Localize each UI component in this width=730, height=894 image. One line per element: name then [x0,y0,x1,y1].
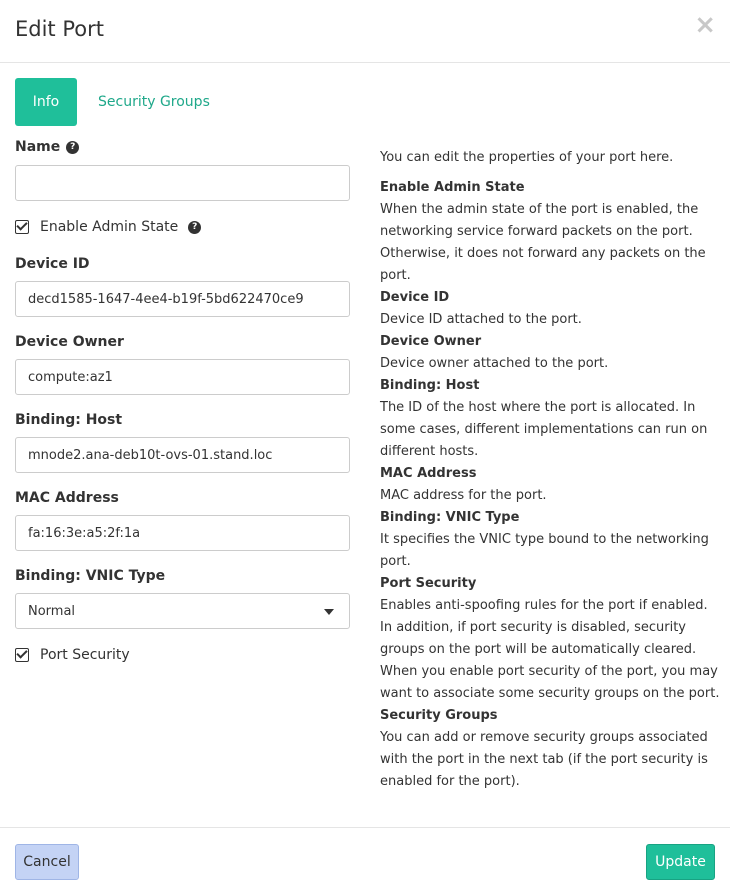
help-heading: Device ID [380,290,450,305]
help-heading: Binding: VNIC Type [380,510,520,525]
help-body: It specifies the VNIC type bound to the networking port. [380,532,709,569]
binding-host-input[interactable]: mnode2.ana-deb10t-ovs-01.stand.loc [15,437,350,473]
device-id-label: Device ID [15,256,90,272]
name-label-text: Name [15,139,61,155]
tab-bar [15,78,231,126]
caret-down-icon [324,609,334,615]
mac-address-label: MAC Address [15,490,119,506]
checkbox-checked-icon[interactable] [15,648,29,662]
modal-title: Edit Port [15,17,104,41]
modal-footer [0,827,730,894]
admin-state-checkbox[interactable] [15,219,201,235]
name-input[interactable] [15,165,350,201]
vnic-type-label: Binding: VNIC Type [15,568,166,584]
close-icon[interactable]: × [694,10,716,40]
device-owner-label: Device Owner [15,334,124,350]
help-heading: Binding: Host [380,378,480,393]
help-body: Device ID attached to the port. [380,312,582,327]
help-body: Enables anti-spoofing rules for the port if enabled. In addition, if port security is disabled, security groups on the port will be automatically cleared. When you enable port security of the port, you may want to associate some security groups on the port. [380,598,720,701]
update-button[interactable]: Update [646,844,715,880]
device-owner-input[interactable]: compute:az1 [15,359,350,395]
help-body: MAC address for the port. [380,488,547,503]
help-heading: Enable Admin State [380,180,525,195]
help-intro: You can edit the properties of your port here. [380,150,674,165]
vnic-type-value: Normal [28,603,76,619]
vnic-type-select[interactable] [15,593,350,629]
mac-address-input[interactable]: fa:16:3e:a5:2f:1a [15,515,350,551]
name-label [15,139,79,155]
help-body: When the admin state of the port is enabled, the networking service forward packets on the port. Otherwise, it does not forward any packets on the port. [380,202,706,283]
modal-header [0,0,730,63]
help-body: You can add or remove security groups associated with the port in the next tab (if the port security is enabled for the port). [380,730,708,789]
help-heading: Device Owner [380,334,482,349]
tab-info[interactable]: Info [15,78,77,126]
help-text-panel [380,147,720,793]
port-security-checkbox[interactable] [15,647,130,663]
help-heading: Security Groups [380,708,498,723]
help-body: The ID of the host where the port is allocated. In some cases, different implementations can run on different hosts. [380,400,708,459]
help-heading: MAC Address [380,466,477,481]
cancel-button[interactable]: Cancel [15,844,79,880]
help-body: Device owner attached to the port. [380,356,609,371]
question-circle-icon[interactable]: ? [188,221,201,234]
tab-security-groups[interactable]: Security Groups [98,94,210,110]
admin-state-label: Enable Admin State [40,219,179,235]
checkbox-checked-icon[interactable] [15,220,29,234]
port-security-label: Port Security [40,647,130,663]
help-heading: Port Security [380,576,477,591]
binding-host-label: Binding: Host [15,412,123,428]
device-id-input[interactable]: decd1585-1647-4ee4-b19f-5bd622470ce9 [15,281,350,317]
question-circle-icon[interactable]: ? [66,141,79,154]
